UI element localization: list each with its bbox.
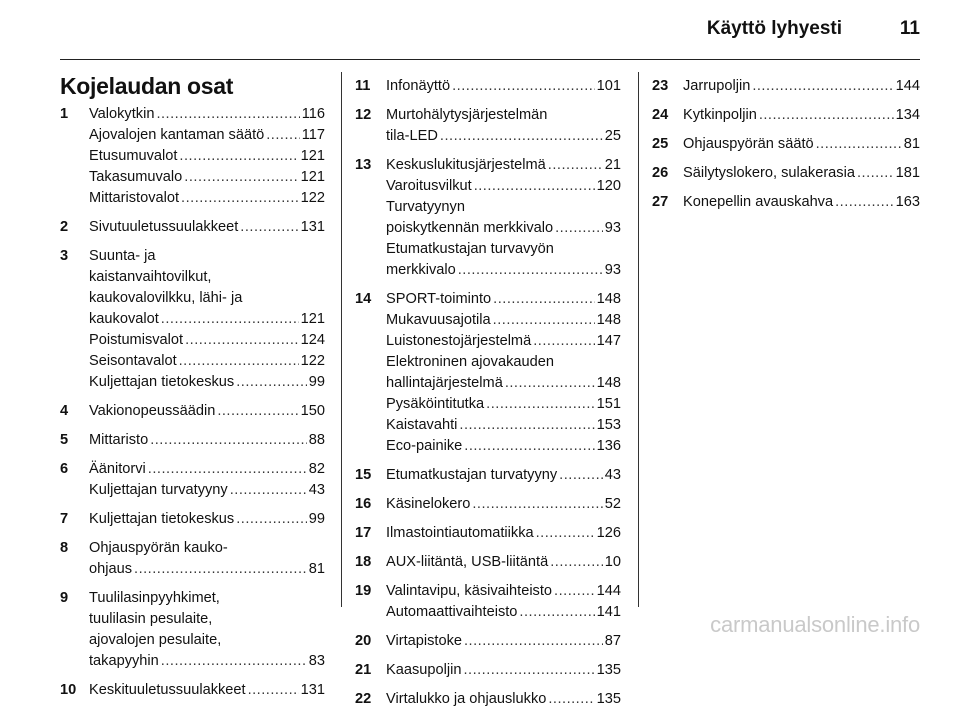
dot-leader	[493, 310, 595, 331]
dot-leader	[472, 494, 602, 515]
index-entry	[355, 689, 621, 710]
entry-text: Kaasupoljin	[386, 662, 462, 678]
column-divider-2	[638, 72, 639, 607]
entry-number: 13	[355, 157, 372, 173]
entry-text: Kuljettajan tietokeskus	[89, 511, 235, 527]
entry-page-link[interactable]: 120	[596, 178, 621, 194]
entry-lines	[386, 523, 621, 544]
entry-text: Ilmastointiautomatiikka	[386, 525, 534, 541]
entry-text: AUX-liitäntä, USB-liitäntä	[386, 554, 549, 570]
dot-leader	[134, 559, 307, 580]
index-entry	[60, 430, 325, 451]
entry-text: tila-LED	[386, 128, 438, 144]
entry-line	[683, 192, 920, 213]
entry-lines	[683, 76, 920, 97]
dot-leader	[519, 602, 594, 623]
entry-text: Luistonestojärjestelmä	[386, 333, 532, 349]
entry-number: 23	[652, 78, 669, 94]
index-entry	[355, 289, 621, 457]
entry-number: 20	[355, 633, 372, 649]
entry-line	[89, 459, 325, 480]
entry-lines	[683, 105, 920, 126]
entry-number: 18	[355, 554, 372, 570]
entry-line	[89, 559, 325, 580]
entry-page-link[interactable]: 134	[895, 107, 920, 123]
watermark: carmanualsonline.info	[710, 612, 920, 637]
entry-text: kaistanvaihtovilkut,	[89, 269, 212, 285]
dot-leader	[156, 104, 299, 125]
entry-page-link[interactable]: 52	[604, 496, 621, 512]
entry-line	[683, 105, 920, 126]
entry-text: Kaistavahti	[386, 417, 458, 433]
entry-page-link[interactable]: 150	[300, 403, 325, 419]
entry-page-link[interactable]: 87	[604, 633, 621, 649]
entry-page-link[interactable]: 121	[300, 169, 325, 185]
dot-leader	[148, 459, 307, 480]
entry-line	[89, 167, 325, 188]
entry-text: Säilytyslokero, sulakerasia	[683, 165, 855, 181]
entry-text: poiskytkennän merkkivalo	[386, 220, 554, 236]
entry-page-link[interactable]: 153	[596, 417, 621, 433]
entry-lines	[89, 509, 325, 530]
entry-page-link[interactable]: 93	[604, 262, 621, 278]
entry-line	[89, 288, 325, 309]
dot-leader	[548, 689, 594, 710]
entry-number: 4	[60, 403, 69, 419]
index-entry	[60, 217, 325, 238]
entry-number: 12	[355, 107, 372, 123]
entry-number: 21	[355, 662, 372, 678]
index-entry	[355, 155, 621, 281]
entry-line	[386, 105, 621, 126]
entry-line	[89, 680, 325, 701]
entry-text: Keskituuletussuulakkeet	[89, 682, 246, 698]
entry-lines	[386, 689, 621, 710]
entry-lines	[89, 459, 325, 501]
dot-leader	[493, 289, 594, 310]
entry-page-link[interactable]: 99	[308, 374, 325, 390]
dot-leader	[857, 163, 894, 184]
entry-page-link[interactable]: 131	[300, 219, 325, 235]
entry-page-link[interactable]: 121	[300, 311, 325, 327]
entry-number: 1	[60, 106, 69, 122]
entry-lines	[386, 289, 621, 457]
entry-line	[386, 465, 621, 486]
entry-line	[386, 176, 621, 197]
dot-leader	[179, 146, 298, 167]
entry-text: Virtapistoke	[386, 633, 462, 649]
entry-text: takapyyhin	[89, 653, 159, 669]
entry-lines	[386, 155, 621, 281]
entry-lines	[386, 660, 621, 681]
entry-text: Automaattivaihteisto	[386, 604, 518, 620]
dot-leader	[184, 167, 298, 188]
entry-page-link[interactable]: 43	[308, 482, 325, 498]
entry-line	[89, 146, 325, 167]
entry-page-link[interactable]: 82	[308, 461, 325, 477]
entry-page-link[interactable]: 148	[596, 291, 621, 307]
entry-line	[89, 330, 325, 351]
entry-line	[386, 602, 621, 623]
entry-text: hallintajärjestelmä	[386, 375, 503, 391]
index-entry	[355, 465, 621, 486]
entry-page-link[interactable]: 10	[604, 554, 621, 570]
entry-text: ajovalojen pesulaite,	[89, 632, 222, 648]
entry-text: Jarrupoljin	[683, 78, 751, 94]
dot-leader	[464, 436, 594, 457]
entry-page-link[interactable]: 88	[308, 432, 325, 448]
entry-text: Kytkinpoljin	[683, 107, 757, 123]
entry-line	[89, 267, 325, 288]
entry-text: tuulilasin pesulaite,	[89, 611, 213, 627]
index-entry	[355, 494, 621, 515]
entry-line	[89, 630, 325, 651]
entry-line	[89, 509, 325, 530]
entry-page-link[interactable]: 117	[301, 127, 325, 143]
entry-lines	[89, 538, 325, 580]
entry-number: 19	[355, 583, 372, 599]
header-title: Käyttö lyhyesti	[706, 18, 842, 39]
entry-text: Seisontavalot	[89, 353, 177, 369]
index-entry	[355, 523, 621, 544]
entry-lines	[89, 588, 325, 672]
dot-leader	[179, 351, 299, 372]
entry-text: SPORT-toiminto	[386, 291, 492, 307]
entry-page-link[interactable]: 122	[300, 353, 325, 369]
entry-line	[386, 197, 621, 218]
entry-text: ohjaus	[89, 561, 133, 577]
dot-leader	[236, 372, 307, 393]
dot-leader	[150, 430, 307, 451]
entry-number: 3	[60, 248, 69, 264]
index-entry	[60, 459, 325, 501]
entry-page-link[interactable]: 116	[301, 106, 325, 122]
entry-line	[683, 134, 920, 155]
entry-line	[89, 609, 325, 630]
entry-text: Konepellin avauskahva	[683, 194, 834, 210]
entry-text: Sivutuuletussuulakkeet	[89, 219, 239, 235]
entry-page-link[interactable]: 136	[596, 438, 621, 454]
entry-text: Tuulilasinpyyhkimet,	[89, 590, 220, 606]
dot-leader	[248, 680, 299, 701]
entry-number: 25	[652, 136, 669, 152]
entry-lines	[386, 76, 621, 97]
entry-number: 5	[60, 432, 69, 448]
entry-text: Poistumisvalot	[89, 332, 184, 348]
entry-line	[89, 246, 325, 267]
section-title: Kojelaudan osat	[60, 73, 234, 99]
entry-text: Mukavuusajotila	[386, 312, 491, 328]
entry-text: Ajovalojen kantaman säätö	[89, 127, 265, 143]
entry-text: merkkivalo	[386, 262, 456, 278]
entry-page-link[interactable]: 144	[596, 583, 621, 599]
header-rule	[60, 59, 920, 60]
index-entry	[60, 401, 325, 422]
index-entry	[652, 163, 920, 184]
entry-page-link[interactable]: 181	[895, 165, 920, 181]
dot-leader	[505, 373, 595, 394]
entry-page-link[interactable]: 21	[604, 157, 621, 173]
entry-text: Valokytkin	[89, 106, 155, 122]
dot-leader	[440, 126, 603, 147]
entry-page-link[interactable]: 148	[596, 375, 621, 391]
dot-leader	[240, 217, 298, 238]
entry-text: Kuljettajan tietokeskus	[89, 374, 235, 390]
entry-text: Ohjauspyörän kauko-	[89, 540, 228, 556]
entry-text: Keskuslukitusjärjestelmä	[386, 157, 546, 173]
dot-leader	[554, 581, 595, 602]
entry-text: Varoitusvilkut	[386, 178, 472, 194]
index-entry	[355, 581, 621, 623]
entry-lines	[89, 401, 325, 422]
entry-text: Suunta- ja	[89, 248, 156, 264]
entry-number: 6	[60, 461, 69, 477]
entry-lines	[683, 134, 920, 155]
dot-leader	[759, 105, 894, 126]
entry-lines	[89, 104, 325, 209]
entry-text: Mittaristo	[89, 432, 149, 448]
dot-leader	[555, 218, 603, 239]
entry-text: Murtohälytysjärjestelmän	[386, 107, 548, 123]
entry-line	[89, 309, 325, 330]
column-divider-1	[341, 72, 342, 607]
entry-page-link[interactable]: 151	[596, 396, 621, 412]
entry-number: 27	[652, 194, 669, 210]
entry-text: Elektroninen ajovakauden	[386, 354, 554, 370]
entry-line	[386, 415, 621, 436]
entry-line	[386, 373, 621, 394]
header-page-number: 11	[899, 18, 920, 39]
dot-leader	[463, 660, 594, 681]
index-entry	[60, 509, 325, 530]
dot-leader	[161, 651, 307, 672]
entry-line	[386, 581, 621, 602]
entry-text: Etumatkustajan turvatyyny	[386, 467, 558, 483]
entry-page-link[interactable]: 43	[604, 467, 621, 483]
page-header	[0, 14, 960, 54]
entry-page-link[interactable]: 101	[596, 78, 621, 94]
dot-leader	[550, 552, 603, 573]
entry-line	[386, 331, 621, 352]
entry-number: 15	[355, 467, 372, 483]
entry-page-link[interactable]: 141	[596, 604, 621, 620]
entry-page-link[interactable]: 93	[604, 220, 621, 236]
entry-line	[89, 372, 325, 393]
index-entry	[60, 246, 325, 393]
entry-line	[386, 76, 621, 97]
entry-page-link[interactable]: 124	[300, 332, 325, 348]
entry-text: Turvatyynyn	[386, 199, 465, 215]
entry-line	[386, 689, 621, 710]
entry-lines	[89, 217, 325, 238]
index-entry	[652, 192, 920, 213]
dot-leader	[752, 76, 893, 97]
entry-number: 7	[60, 511, 69, 527]
dot-leader	[185, 330, 299, 351]
entry-line	[386, 494, 621, 515]
entry-text: kaukovalot	[89, 311, 159, 327]
dot-leader	[181, 188, 299, 209]
dot-leader	[452, 76, 595, 97]
entry-page-link[interactable]: 122	[300, 190, 325, 206]
index-entry	[60, 680, 325, 701]
entry-page-link[interactable]: 121	[300, 148, 325, 164]
entry-line	[683, 76, 920, 97]
entry-text: Etumatkustajan turvavyön	[386, 241, 554, 257]
entry-line	[89, 217, 325, 238]
entry-lines	[89, 680, 325, 701]
entry-line	[386, 310, 621, 331]
entry-lines	[386, 105, 621, 147]
entry-text: Ohjauspyörän säätö	[683, 136, 814, 152]
dot-leader	[835, 192, 894, 213]
entry-text: Käsinelokero	[386, 496, 471, 512]
dot-leader	[548, 155, 603, 176]
entry-line	[89, 188, 325, 209]
entry-lines	[89, 246, 325, 393]
entry-number: 24	[652, 107, 669, 123]
column-3	[652, 76, 920, 221]
entry-line	[89, 538, 325, 559]
entry-line	[89, 651, 325, 672]
entry-page-link[interactable]: 147	[596, 333, 621, 349]
column-2	[355, 76, 621, 718]
entry-text: Infonäyttö	[386, 78, 451, 94]
index-entry	[355, 76, 621, 97]
entry-text: Kuljettajan turvatyyny	[89, 482, 228, 498]
entry-page-link[interactable]: 25	[604, 128, 621, 144]
entry-line	[386, 552, 621, 573]
entry-line	[89, 480, 325, 501]
entry-lines	[386, 581, 621, 623]
entry-line	[386, 126, 621, 147]
entry-line	[386, 218, 621, 239]
entry-lines	[386, 494, 621, 515]
entry-line	[89, 588, 325, 609]
dot-leader	[536, 523, 595, 544]
dot-leader	[236, 509, 307, 530]
entry-number: 14	[355, 291, 372, 307]
entry-text: Valintavipu, käsivaihteisto	[386, 583, 553, 599]
entry-number: 17	[355, 525, 372, 541]
entry-line	[89, 430, 325, 451]
entry-line	[89, 401, 325, 422]
dot-leader	[816, 134, 902, 155]
dot-leader	[217, 401, 298, 422]
index-entry	[652, 105, 920, 126]
entry-lines	[89, 430, 325, 451]
entry-page-link[interactable]: 131	[300, 682, 325, 698]
dot-leader	[458, 260, 603, 281]
entry-text: Virtalukko ja ohjauslukko	[386, 691, 547, 707]
entry-text: Äänitorvi	[89, 461, 146, 477]
index-entry	[652, 134, 920, 155]
dot-leader	[474, 176, 595, 197]
entry-lines	[683, 192, 920, 213]
entry-line	[386, 394, 621, 415]
entry-text: Mittaristovalot	[89, 190, 180, 206]
entry-line	[386, 239, 621, 260]
entry-number: 8	[60, 540, 69, 556]
entry-line	[386, 660, 621, 681]
index-entry	[60, 538, 325, 580]
index-entry	[355, 105, 621, 147]
entry-text: Etusumuvalot	[89, 148, 178, 164]
dot-leader	[459, 415, 594, 436]
entry-number: 9	[60, 590, 69, 606]
entry-number: 22	[355, 691, 372, 707]
entry-number: 2	[60, 219, 69, 235]
entry-line	[89, 351, 325, 372]
entry-text: Eco-painike	[386, 438, 463, 454]
entry-number: 26	[652, 165, 669, 181]
entry-lines	[386, 552, 621, 573]
dot-leader	[533, 331, 594, 352]
entry-line	[386, 289, 621, 310]
entry-line	[386, 155, 621, 176]
entry-text: Vakionopeussäädin	[89, 403, 216, 419]
entry-line	[89, 125, 325, 146]
entry-number: 10	[60, 682, 77, 698]
entry-line	[386, 436, 621, 457]
entry-line	[683, 163, 920, 184]
index-entry	[60, 588, 325, 672]
entry-page-link[interactable]: 81	[903, 136, 920, 152]
entry-page-link[interactable]: 83	[308, 653, 325, 669]
index-entry	[355, 660, 621, 681]
entry-lines	[683, 163, 920, 184]
entry-number: 11	[355, 78, 371, 94]
index-entry	[60, 104, 325, 209]
entry-page-link[interactable]: 144	[895, 78, 920, 94]
entry-line	[89, 104, 325, 125]
entry-page-link[interactable]: 163	[895, 194, 920, 210]
entry-page-link[interactable]: 148	[596, 312, 621, 328]
entry-text: kaukovalovilkku, lähi- ja	[89, 290, 243, 306]
index-entry	[355, 552, 621, 573]
entry-page-link[interactable]: 135	[596, 662, 621, 678]
entry-line	[386, 260, 621, 281]
dot-leader	[559, 465, 603, 486]
column-1	[60, 104, 325, 709]
dot-leader	[161, 309, 299, 330]
entry-line	[386, 523, 621, 544]
dot-leader	[266, 125, 299, 146]
dot-leader	[230, 480, 307, 501]
entry-page-link[interactable]: 81	[308, 561, 325, 577]
entry-text: Takasumuvalo	[89, 169, 183, 185]
dot-leader	[486, 394, 594, 415]
entry-page-link[interactable]: 126	[596, 525, 621, 541]
entry-line	[386, 352, 621, 373]
index-entry	[652, 76, 920, 97]
entry-page-link[interactable]: 135	[596, 691, 621, 707]
entry-text: Pysäköintitutka	[386, 396, 485, 412]
entry-lines	[386, 465, 621, 486]
entry-page-link[interactable]: 99	[308, 511, 325, 527]
entry-number: 16	[355, 496, 372, 512]
